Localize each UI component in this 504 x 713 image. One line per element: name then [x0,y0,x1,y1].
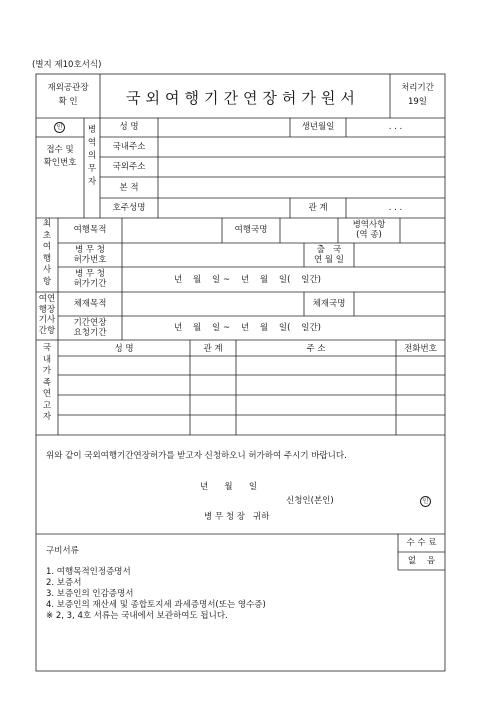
consulate-confirm-label-2: 확 인 [58,97,78,107]
family-col-relation: 관 계 [203,344,223,354]
family-row-4-name[interactable] [60,419,192,435]
family-col-phone: 전화번호 [404,344,437,354]
extension-period-field[interactable]: 년 월 일 ~ 년 월 일( 일간) [174,323,321,333]
military-status-field[interactable] [402,223,447,239]
military-status-label: 병역사항 [352,220,386,230]
recipient-label: 병 무 청 장 귀하 [204,512,270,522]
permit-period-label: 병 무 청 허가기간 [73,269,107,289]
head-of-family-field[interactable] [160,201,292,217]
departure-date-label: 출 국 연 월 일 [313,245,345,265]
name-label: 성 명 [119,122,139,132]
documents-heading: 구비서류 [46,546,79,556]
domicile-field[interactable] [160,181,446,197]
processing-period-label: 처리기간 [401,83,434,93]
stay-purpose-field[interactable] [124,297,306,313]
name-field[interactable] [160,121,292,137]
applicant-side-label: 병역의무자 [87,125,97,187]
consulate-confirm-label: 재외공관장 [47,83,89,93]
stay-country-field[interactable] [356,297,446,313]
overseas-address-field[interactable] [160,160,446,176]
permit-number-label: 병 무 청 허가번호 [73,245,107,265]
overseas-address-label: 국외주소 [112,162,146,172]
documents-item-1: 1. 여행목적인정증명서 [46,567,131,577]
documents-item-3: 3. 보증인의 인감증명서 [46,589,134,599]
stay-purpose-label: 체재목적 [73,299,107,309]
relation-label: 관 계 [308,203,328,213]
extension-side-label: 여연행장 기사간항 [38,294,56,336]
travel-purpose-field[interactable] [124,223,224,239]
reception-number-label: 접수 및 확인번호 [43,145,77,168]
fee-label: 수 수 료 [406,538,437,548]
documents-item-2: 2. 보증서 [46,578,82,588]
family-col-name: 성 명 [114,344,134,354]
documents-item-4: 4. 보증인의 재산세 및 종합토지세 과세증명서(또는 영수증) [46,600,266,610]
travel-country-label: 여행국명 [234,225,268,235]
travel-purpose-label: 여행목적 [73,225,107,235]
declaration-text: 위와 같이 국외여행기간연장허가를 받고자 신청하오니 허가하여 주시기 바랍니다. [46,451,347,461]
documents-note: ※ 2, 3, 4호 서류는 국내에서 보관하여도 됩니다. [46,611,228,621]
travel-country-field[interactable] [282,223,340,239]
first-travel-side-label: 최초여행사항 [42,219,52,287]
domestic-address-field[interactable] [160,140,446,156]
processing-period-value: 19일 [407,97,428,107]
page-title: 국외여행기간연장허가원서 [126,89,360,107]
family-row-1-name[interactable] [60,359,192,375]
declaration-date[interactable]: 년 월 일 [200,482,258,492]
dob-field[interactable]: . . . [388,122,403,132]
applicant-signature-label: 신청인(본인) [286,496,334,506]
head-of-family-label: 호주성명 [112,203,146,213]
extension-period-label: 기간연장 요청기간 [73,318,107,338]
form-number: (별지 제10호서식) [32,60,102,70]
applicant-seal-icon[interactable]: 인 [420,496,431,507]
military-type-label: (역 종) [356,230,382,240]
family-side-label: 국내가족연고자 [42,343,52,422]
domicile-label: 본 적 [119,183,139,193]
seal-mark-icon: 인 [54,122,65,133]
permit-number-field[interactable] [124,248,306,264]
domestic-address-label: 국내주소 [112,142,146,152]
departure-date-field[interactable] [356,248,446,264]
permit-period-field[interactable]: 년 월 일 ~ 년 월 일( 일간) [174,275,321,285]
fee-value: 없 음 [407,556,436,566]
family-row-3-name[interactable] [60,399,192,415]
family-col-address: 주 소 [306,344,326,354]
family-row-2-name[interactable] [60,379,192,395]
relation-field[interactable]: . . . [388,203,403,213]
stay-country-label: 체재국명 [312,299,346,309]
dob-label: 생년월일 [301,122,335,132]
